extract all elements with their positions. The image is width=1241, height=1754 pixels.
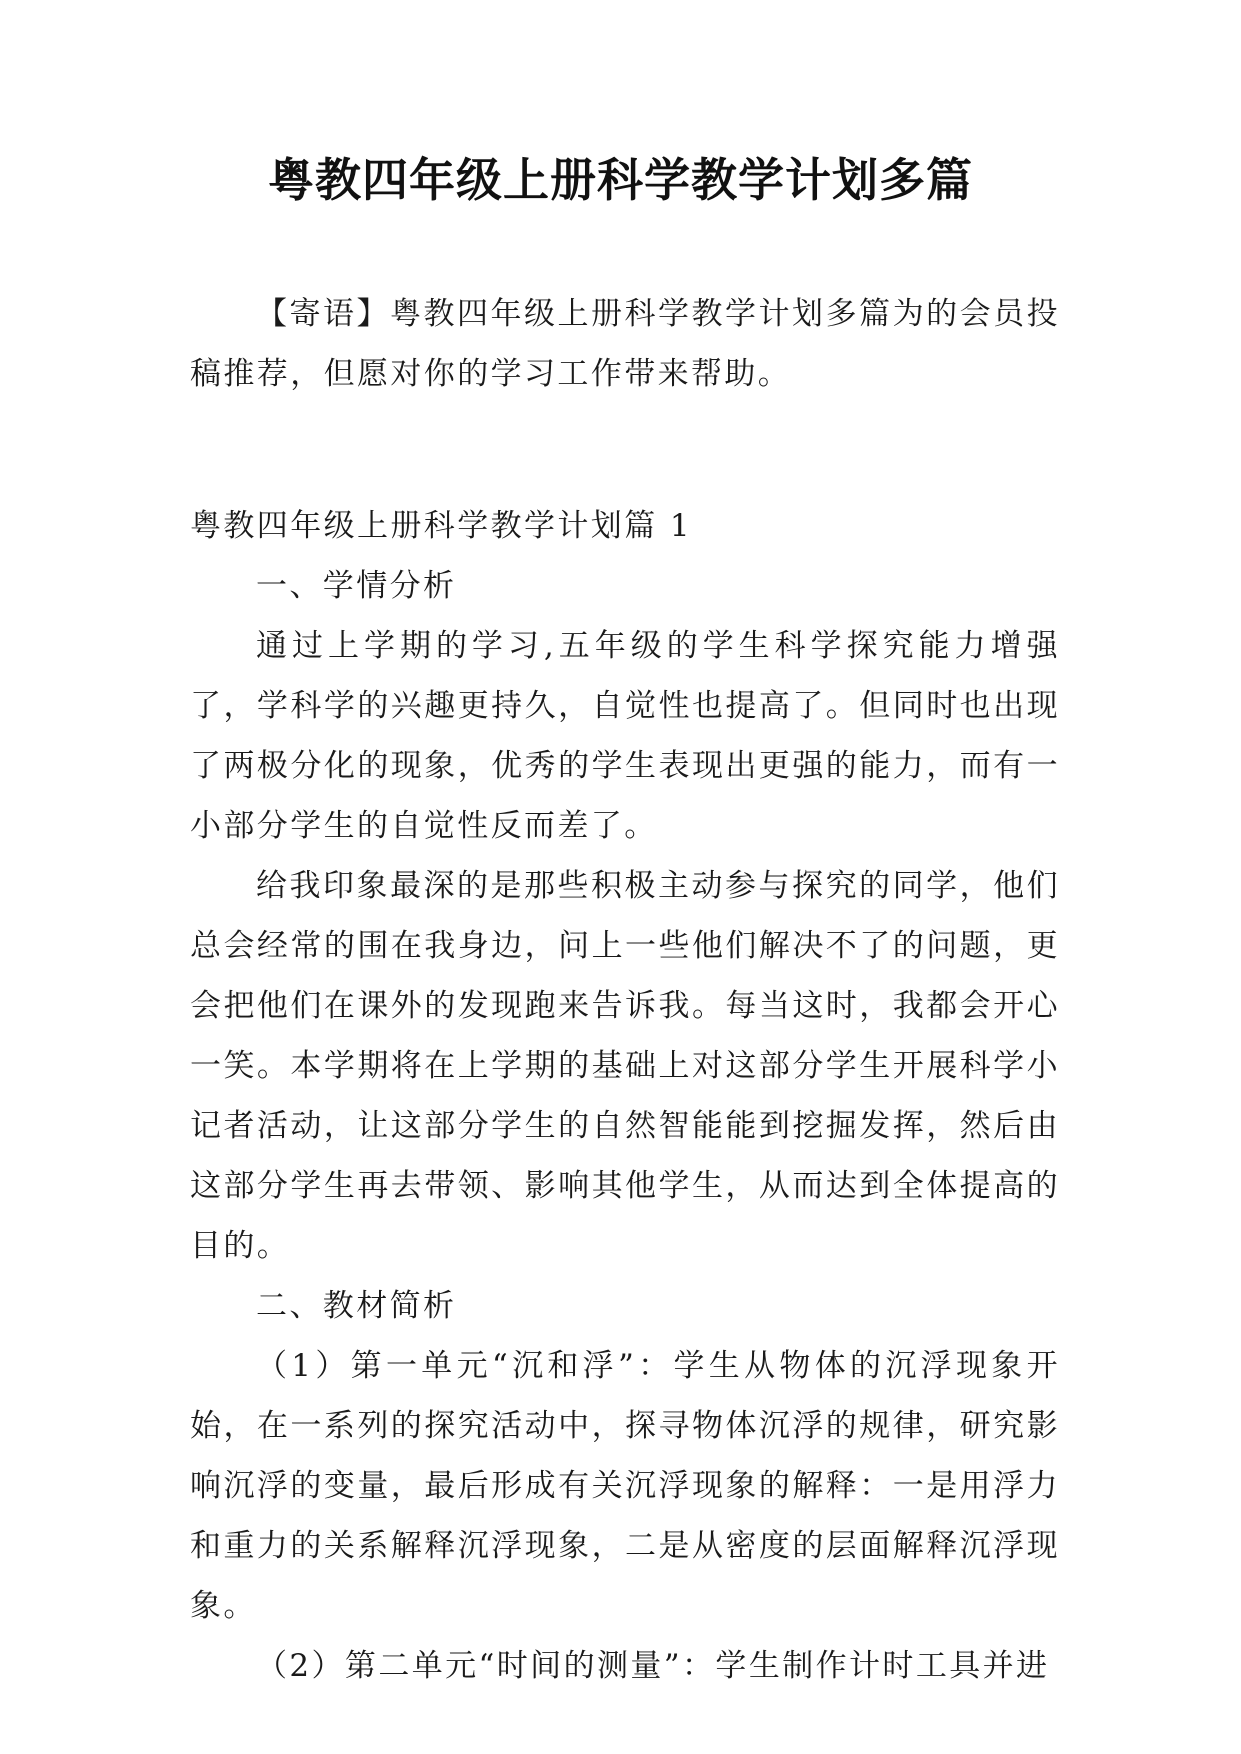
- section-title: 粤教四年级上册科学教学计划篇 1: [190, 508, 692, 544]
- paragraph-2: 给我印象最深的是那些积极主动参与探究的同学，他们总会经常的围在我身边，问上一些他们解决不了的问题，更会把他们在课外的发现跑来告诉我。每当这时，我都会开心一笑。本学期将在上学期的基础上对这部分学生开展科学小记者活动，让这部分学生的自然智能能到挖掘发挥，然后由这部分学生再去带领、影响其他学生，从而达到全体提高的目的。: [190, 868, 1060, 1264]
- heading-student-analysis: 一、学情分析: [256, 568, 457, 604]
- paragraph-4: （2）第二单元“时间的测量”：学生制作计时工具并进: [256, 1648, 1050, 1684]
- paragraph-3: （1）第一单元“沉和浮”：学生从物体的沉浮现象开始，在一系列的探究活动中，探寻物体沉浮的规律，研究影响沉浮的变量，最后形成有关沉浮现象的解释：一是用浮力和重力的关系解释沉浮现象，二是从密度的层面解释沉浮现象。: [190, 1348, 1060, 1624]
- intro-paragraph: 【寄语】粤教四年级上册科学教学计划多篇为的会员投稿推荐，但愿对你的学习工作带来帮助。: [190, 296, 1060, 392]
- paragraph-1: 通过上学期的学习,五年级的学生科学探究能力增强了，学科学的兴趣更持久，自觉性也提高了。但同时也出现了两极分化的现象，优秀的学生表现出更强的能力，而有一小部分学生的自觉性反而差了。: [190, 628, 1060, 844]
- document-title: 粤教四年级上册科学教学计划多篇: [268, 153, 973, 207]
- document-body: [190, 284, 1060, 1696]
- heading-textbook-analysis: 二、教材简析: [256, 1288, 457, 1324]
